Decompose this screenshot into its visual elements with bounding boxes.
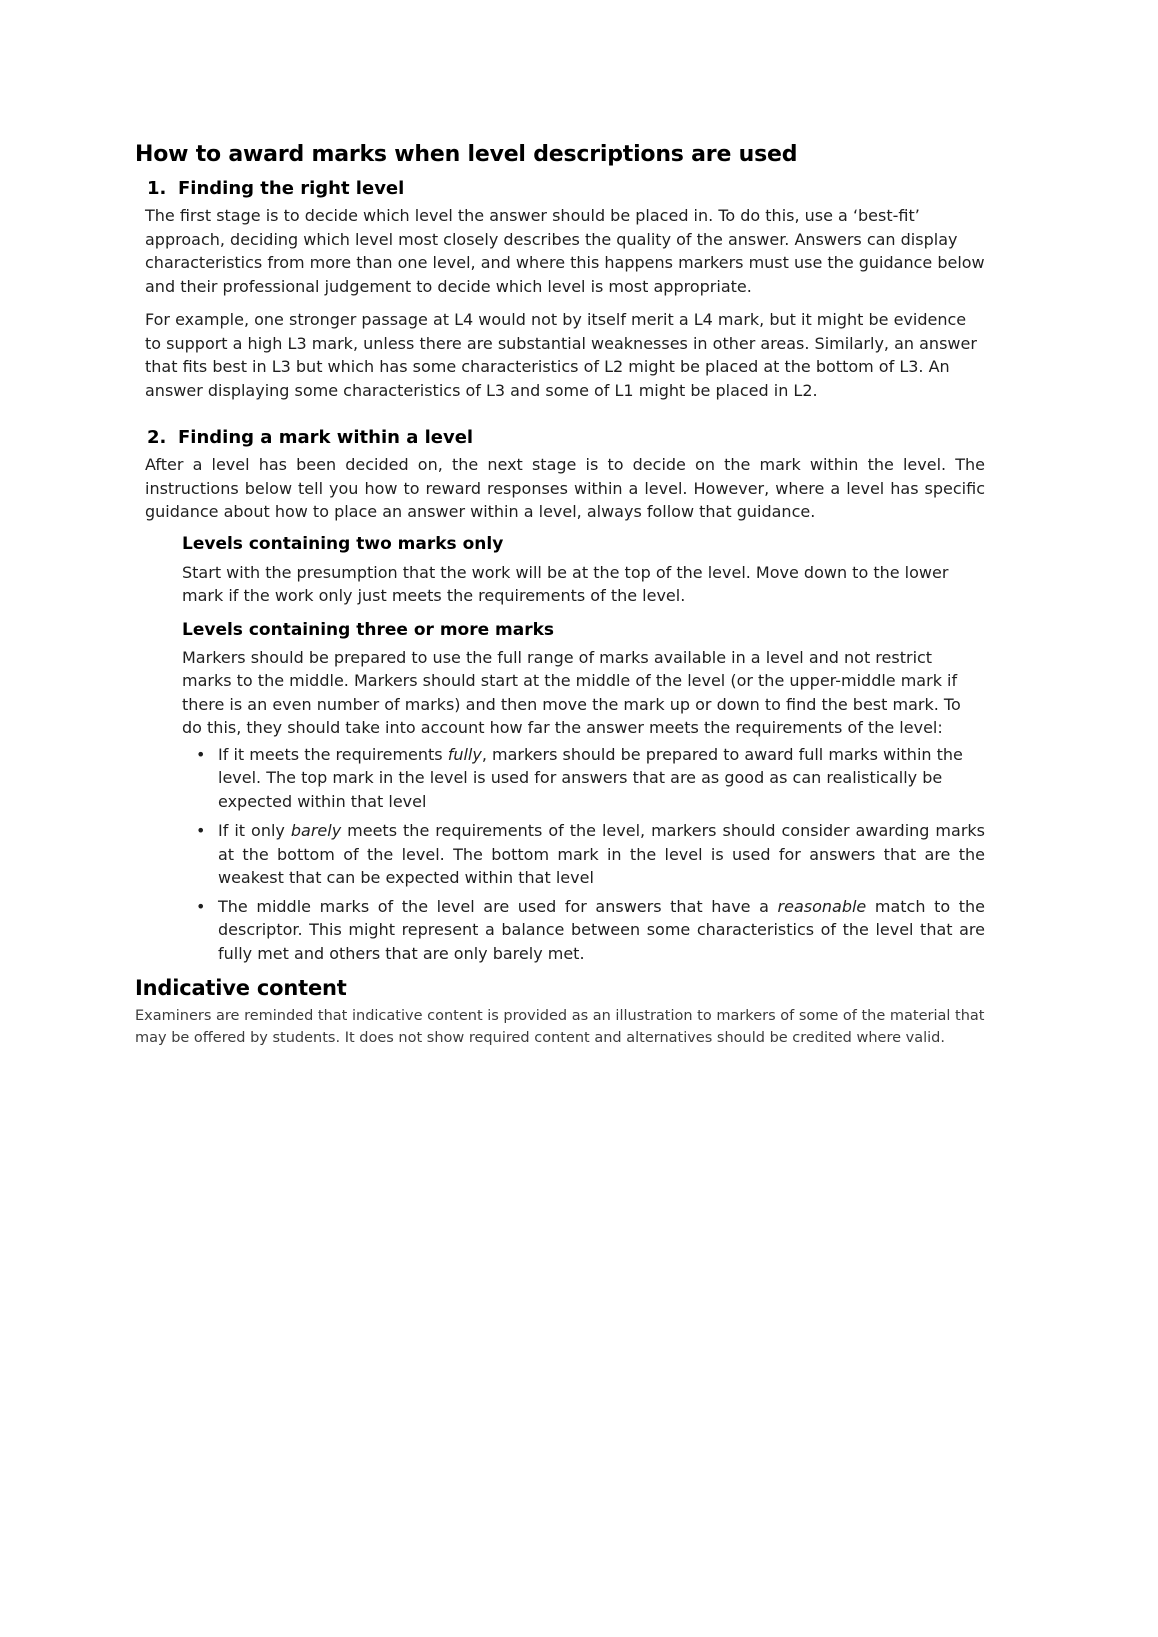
bullet-item-middle-marks [196,895,985,966]
section1-heading [147,177,1158,201]
section1-number: 1. [147,178,167,199]
subsection-three-marks-heading: Levels containing three or more marks [182,619,555,640]
bullet-item-full-marks [196,743,985,814]
bullet-text-middle-marks: The middle marks of the level are used for answers that have a reasonable match to the descriptor. This might represent a balance between some characteristics of the level that are fully met and others that are only barely met. [218,896,985,963]
bullet-icon: • [196,821,206,840]
bullet-text-full-marks: If it meets the requirements fully, markers should be prepared to award full marks within the level. The top mark in the level is used for answers that are as good as can realistically be expected within that level [218,744,963,811]
section1-paragraph-1: The first stage is to decide which level the answer should be placed in. To do this, use a ‘best-fit’ approach, deciding which level most closely describes the quality of the answer. Answers can display characteristics from more than one level, and where this happens markers must use the guidance below and their professional judgement to decide which level is most appropriate. [145,206,985,296]
section1-heading-label: Finding the right level [178,178,405,199]
subsection-two-marks-heading: Levels containing two marks only [182,533,504,554]
subsection-two-marks-body: Start with the presumption that the work will be at the top of the level. Move down to the lower mark if the work only just meets the requirements of the level. [182,562,949,605]
bullet-icon: • [196,896,206,916]
section2-number: 2. [147,427,167,448]
section1-paragraph-2: For example, one stronger passage at L4 would not by itself merit a L4 mark, but it might be evidence to support a high L3 mark, unless there are substantial weaknesses in other areas. Similarly, an answer that fits best in L3 but which has some characteristics of L2 might be placed at the bottom of L3. An answer displaying some characteristics of L3 and some of L1 might be placed in L2. [145,310,977,400]
bullet-text-bottom-marks: If it only barely meets the requirements of the level, markers should consider awarding marks at the bottom of the level. The bottom mark in the level is used for answers that are the weakest that can be expected within that level [218,821,986,887]
subsection-two-marks [182,533,1158,740]
page-title: How to award marks when level descriptions are used [135,142,798,167]
bullet-icon: • [196,744,206,764]
bullet-item-bottom-marks [196,819,985,890]
section2-heading [147,426,1158,450]
indicative-content-paragraph: Examiners are reminded that indicative content is provided as an illustration to markers of some of the material that may be offered by students. It does not show required content and alternatives should be credited where valid. [135,1008,985,1046]
section2-heading-label: Finding a mark within a level [178,427,474,448]
subsection-three-marks-body: Markers should be prepared to use the full range of marks available in a level and not restrict marks to the middle. Markers should start at the middle of the level (or the upper-middle mark if there is an even number of marks) and then move the mark up or down to find the best mark. To do this, they should take into account how far the answer meets the requirements of the level: [182,647,961,737]
indicative-content-heading: Indicative content [135,976,347,1000]
section2-intro-paragraph: After a level has been decided on, the next stage is to decide on the mark within the level. The instructions below tell you how to reward responses within a level. However, where a level has specific guidance about how to place an answer within a level, always follow that guidance. [145,455,985,521]
